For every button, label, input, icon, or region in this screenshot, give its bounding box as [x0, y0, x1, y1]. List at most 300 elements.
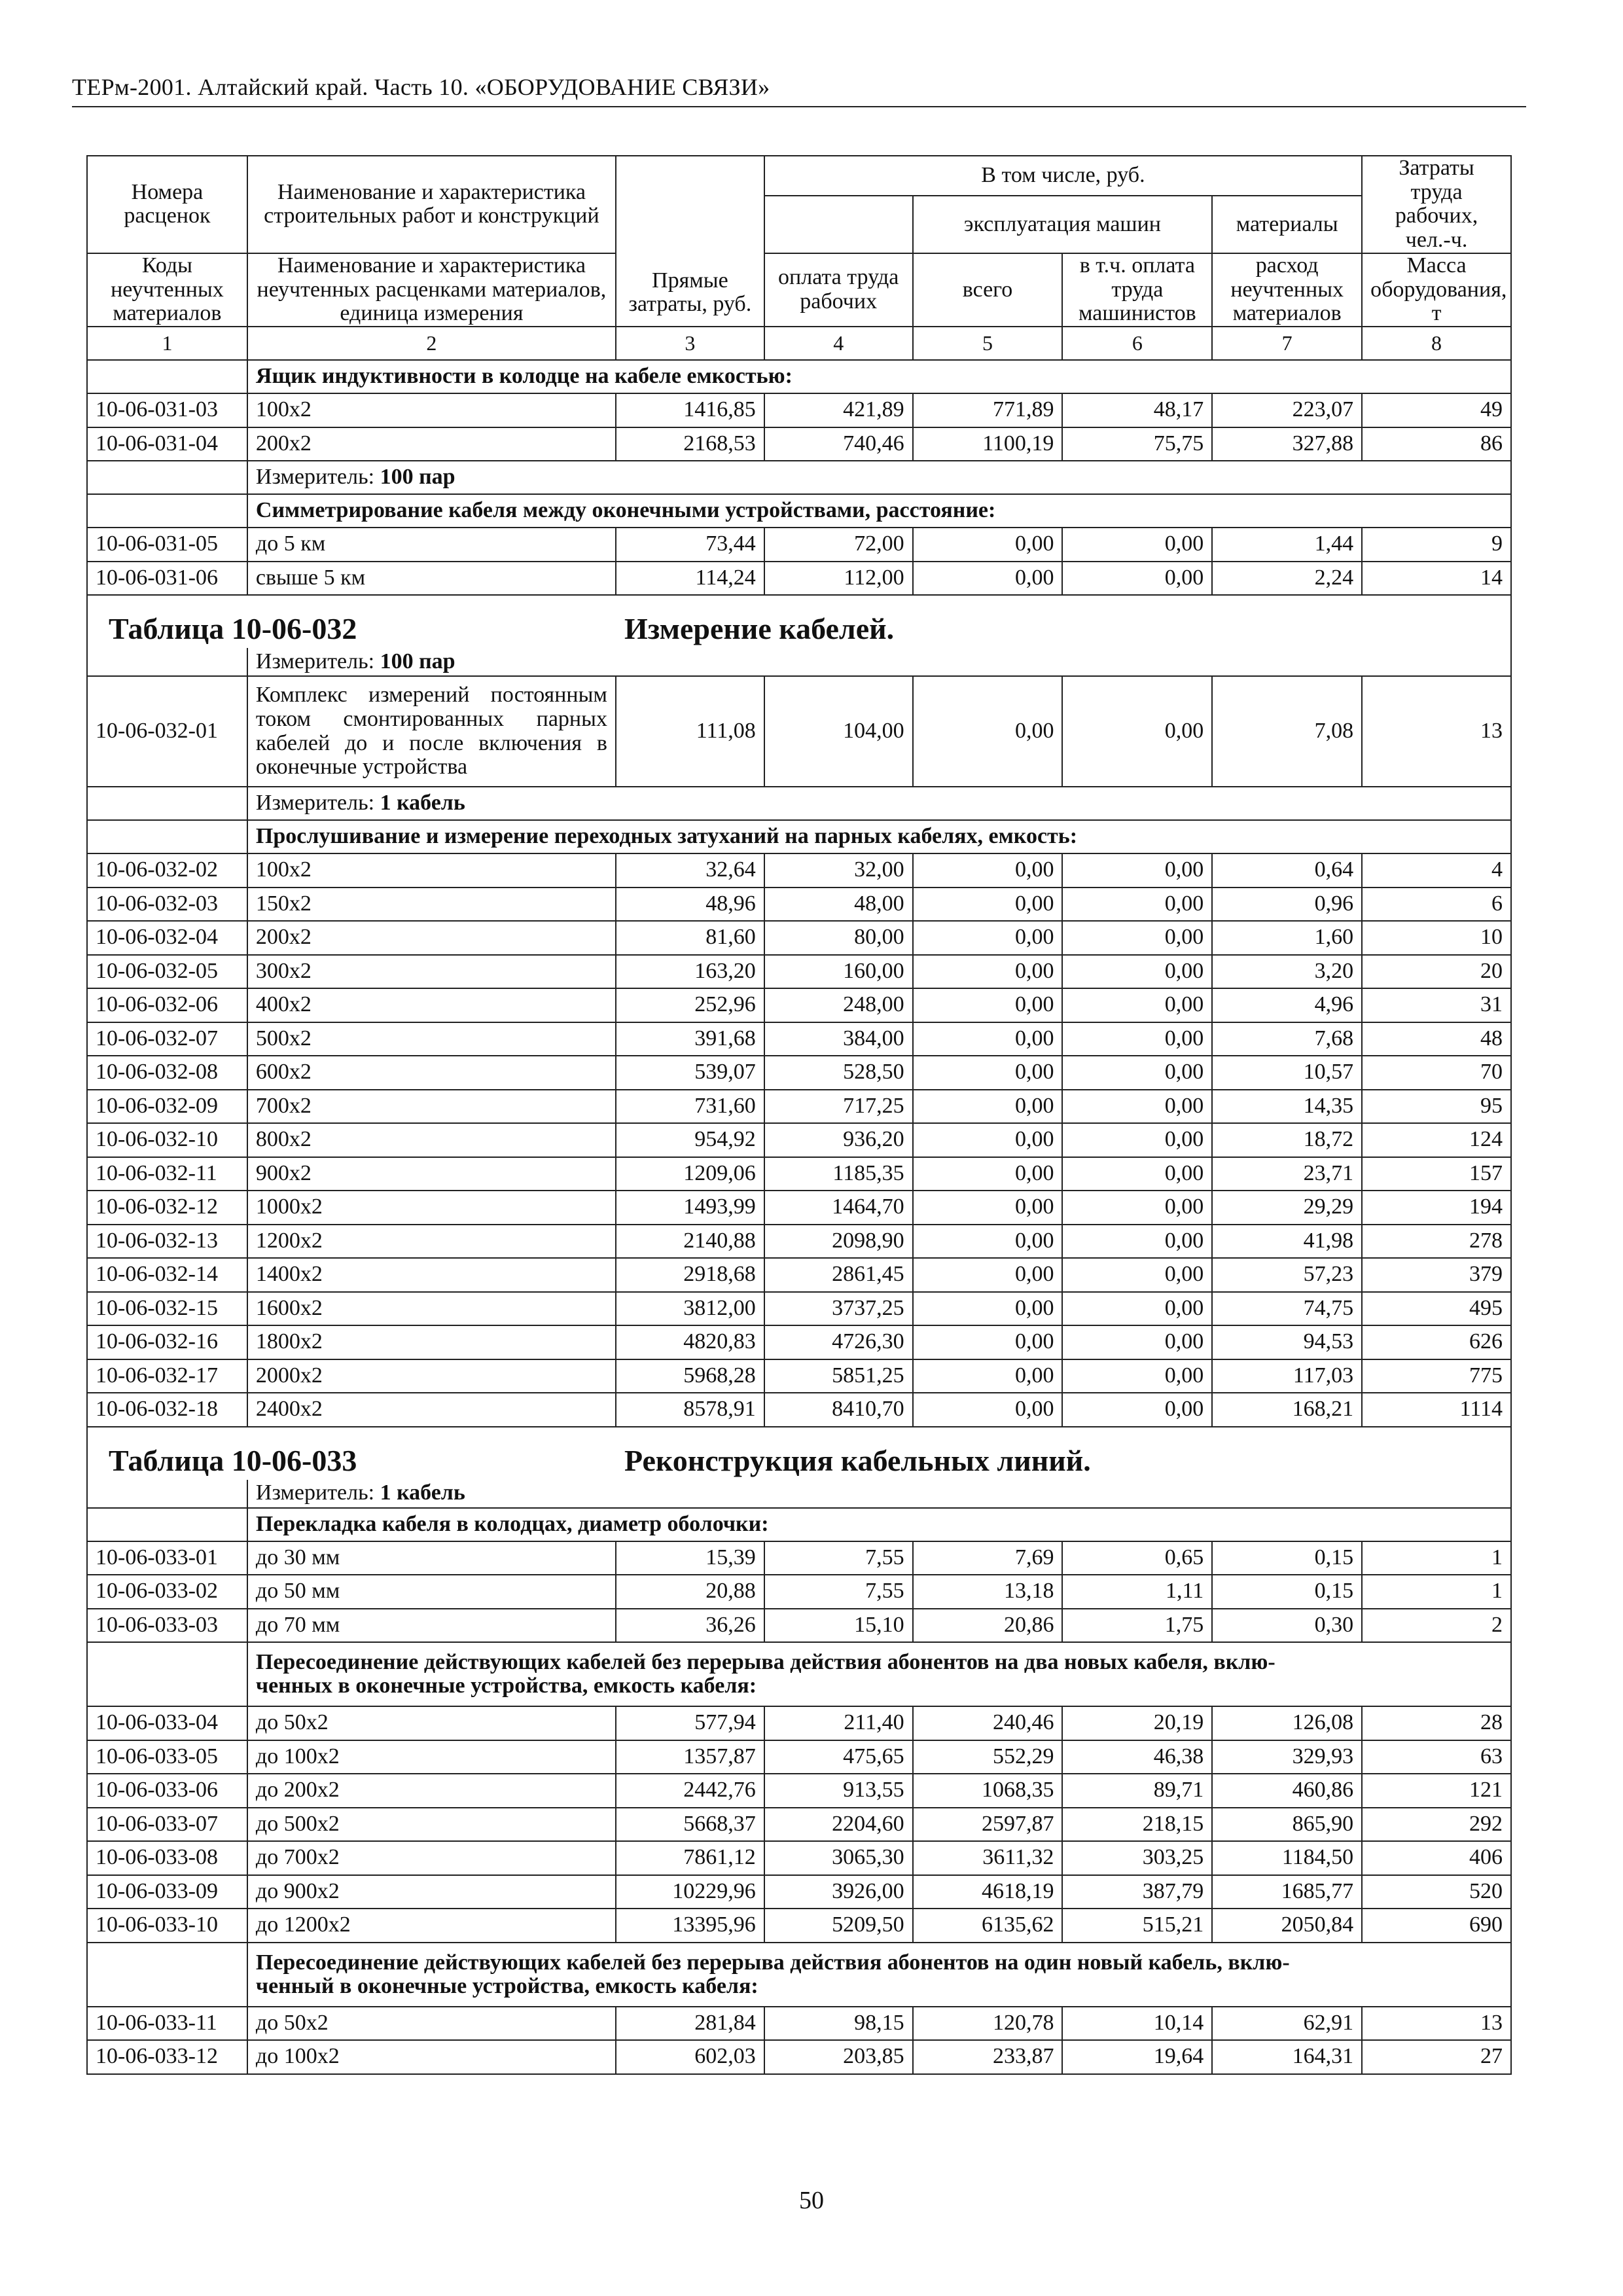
machines-total: 3611,32	[913, 1841, 1063, 1875]
labor-hours: 86	[1362, 427, 1511, 461]
work-name: 2400x2	[247, 1393, 616, 1427]
rate-code: 10-06-032-13	[87, 1225, 247, 1259]
measure-t32-row	[87, 648, 1511, 676]
rate-code: 10-06-032-10	[87, 1123, 247, 1157]
materials-cost: 14,35	[1212, 1090, 1362, 1124]
materials-cost: 1184,50	[1212, 1841, 1362, 1875]
col-num-8: 8	[1362, 327, 1511, 360]
table-row	[87, 1191, 1511, 1225]
labor-hours: 95	[1362, 1090, 1511, 1124]
labor-pay: 3065,30	[764, 1841, 913, 1875]
direct-cost: 2168,53	[616, 427, 764, 461]
labor-hours: 121	[1362, 1774, 1511, 1808]
direct-cost: 5668,37	[616, 1808, 764, 1842]
machinists-pay: 0,00	[1062, 528, 1212, 562]
materials-cost: 117,03	[1212, 1359, 1362, 1393]
labor-pay: 1185,35	[764, 1157, 913, 1191]
labor-hours: 495	[1362, 1292, 1511, 1326]
table-row	[87, 888, 1511, 922]
labor-hours: 70	[1362, 1056, 1511, 1090]
rate-code: 10-06-032-06	[87, 988, 247, 1022]
section-title-t33-1: Перекладка кабеля в колодцах, диаметр оболочки:	[247, 1508, 1511, 1541]
table-row	[87, 1875, 1511, 1909]
work-name: 1800x2	[247, 1325, 616, 1359]
rate-code: 10-06-032-15	[87, 1292, 247, 1326]
materials-cost: 7,68	[1212, 1022, 1362, 1056]
table-row	[87, 1123, 1511, 1157]
work-name: 1600x2	[247, 1292, 616, 1326]
machinists-pay: 0,00	[1062, 1157, 1212, 1191]
labor-pay: 48,00	[764, 888, 913, 922]
direct-cost: 13395,96	[616, 1909, 764, 1943]
table-row	[87, 1393, 1511, 1427]
direct-cost: 1416,85	[616, 393, 764, 427]
direct-cost: 5968,28	[616, 1359, 764, 1393]
col-num-5: 5	[913, 327, 1063, 360]
labor-pay: 913,55	[764, 1774, 913, 1808]
labor-hours: 28	[1362, 1706, 1511, 1740]
work-name: 1000x2	[247, 1191, 616, 1225]
measure-t33-value: 1 кабель	[380, 1480, 465, 1505]
labor-hours: 278	[1362, 1225, 1511, 1259]
machines-total: 0,00	[913, 1325, 1063, 1359]
machines-total: 0,00	[913, 1393, 1063, 1427]
labor-hours: 520	[1362, 1875, 1511, 1909]
table-row	[87, 1157, 1511, 1191]
machines-total: 2597,87	[913, 1808, 1063, 1842]
direct-cost: 48,96	[616, 888, 764, 922]
measure-t33-label: Измеритель:	[255, 1480, 375, 1505]
labor-hours: 2	[1362, 1609, 1511, 1643]
col2-bottom-header: Наименование и характеристика неучтенных расценками материалов, единица измерения	[247, 253, 616, 327]
work-name: до 50x2	[247, 1706, 616, 1740]
work-name: 400x2	[247, 988, 616, 1022]
rate-code: 10-06-033-05	[87, 1740, 247, 1774]
materials-cost: 1,60	[1212, 921, 1362, 955]
direct-cost: 10229,96	[616, 1875, 764, 1909]
machinists-pay: 0,00	[1062, 1123, 1212, 1157]
machinists-pay: 0,00	[1062, 1359, 1212, 1393]
rate-code: 10-06-032-08	[87, 1056, 247, 1090]
materials-cost: 126,08	[1212, 1706, 1362, 1740]
labor-hours: 49	[1362, 393, 1511, 427]
labor-hours: 775	[1362, 1359, 1511, 1393]
table-row	[87, 1841, 1511, 1875]
labor-pay: 2098,90	[764, 1225, 913, 1259]
table-row	[87, 676, 1511, 787]
work-name: до 50 мм	[247, 1575, 616, 1609]
section-title-t32: Прослушивание и измерение переходных затуханий на парных кабелях, емкость:	[247, 820, 1511, 853]
section-title-s2: Симметрирование кабеля между оконечными устройствами, расстояние:	[247, 494, 1511, 528]
materials-cost: 0,30	[1212, 1609, 1362, 1643]
table-row	[87, 1541, 1511, 1575]
machines-total: 0,00	[913, 1090, 1063, 1124]
labor-pay: 740,46	[764, 427, 913, 461]
table-row	[87, 1225, 1511, 1259]
table-033-heading-row	[87, 1427, 1511, 1480]
header-row-1	[87, 156, 1511, 196]
direct-cost: 15,39	[616, 1541, 764, 1575]
work-name: 300x2	[247, 955, 616, 989]
machinists-pay: 0,00	[1062, 1056, 1212, 1090]
labor-hours: 157	[1362, 1157, 1511, 1191]
work-name: до 30 мм	[247, 1541, 616, 1575]
work-name: до 50x2	[247, 2007, 616, 2041]
section-title-t33-2-row	[87, 1642, 1511, 1706]
machines-total: 0,00	[913, 562, 1063, 596]
measure-t33-row	[87, 1480, 1511, 1508]
labor-hours: 27	[1362, 2040, 1511, 2074]
rate-code: 10-06-031-03	[87, 393, 247, 427]
measure-s2	[247, 461, 1511, 494]
work-name: 2000x2	[247, 1359, 616, 1393]
direct-cost: 32,64	[616, 853, 764, 888]
machines-total: 0,00	[913, 955, 1063, 989]
labor-hours: 13	[1362, 676, 1511, 787]
work-name: 800x2	[247, 1123, 616, 1157]
col7-header: расход неучтенных материалов	[1212, 253, 1362, 327]
direct-cost: 577,94	[616, 1706, 764, 1740]
machinists-pay: 0,00	[1062, 562, 1212, 596]
rate-code: 10-06-031-05	[87, 528, 247, 562]
machines-total: 120,78	[913, 2007, 1063, 2041]
direct-cost: 20,88	[616, 1575, 764, 1609]
labor-pay: 717,25	[764, 1090, 913, 1124]
col-num-7: 7	[1212, 327, 1362, 360]
labor-pay: 2861,45	[764, 1258, 913, 1292]
materials-cost: 1,44	[1212, 528, 1362, 562]
labor-hours: 406	[1362, 1841, 1511, 1875]
labor-hours: 1114	[1362, 1393, 1511, 1427]
table-032-heading-row	[87, 595, 1511, 648]
section-title-t33-2-line-2: ченных в оконечные устройства, емкость кабеля:	[255, 1674, 757, 1698]
machinists-pay: 515,21	[1062, 1909, 1212, 1943]
materials-cost: 168,21	[1212, 1393, 1362, 1427]
machines-total: 0,00	[913, 528, 1063, 562]
materials-cost: 18,72	[1212, 1123, 1362, 1157]
work-name: 1200x2	[247, 1225, 616, 1259]
machinists-pay: 303,25	[1062, 1841, 1212, 1875]
rate-code: 10-06-033-08	[87, 1841, 247, 1875]
direct-cost: 954,92	[616, 1123, 764, 1157]
work-name: до 100x2	[247, 2040, 616, 2074]
labor-pay: 98,15	[764, 2007, 913, 2041]
materials-cost: 3,20	[1212, 955, 1362, 989]
direct-cost: 1209,06	[616, 1157, 764, 1191]
table-row	[87, 1056, 1511, 1090]
machinists-pay: 75,75	[1062, 427, 1212, 461]
work-name: до 70 мм	[247, 1609, 616, 1643]
machines-total: 0,00	[913, 1258, 1063, 1292]
work-name: 100x2	[247, 393, 616, 427]
labor-pay: 2204,60	[764, 1808, 913, 1842]
labor-pay: 384,00	[764, 1022, 913, 1056]
section-title-t33-3-line-2: ченный в оконечные устройства, емкость кабеля:	[255, 1973, 758, 1998]
rate-code: 10-06-033-09	[87, 1875, 247, 1909]
machinists-pay: 0,00	[1062, 1325, 1212, 1359]
table-row	[87, 1706, 1511, 1740]
col3-header: Прямые затраты, руб.	[616, 156, 764, 327]
direct-cost: 2918,68	[616, 1258, 764, 1292]
work-name: 500x2	[247, 1022, 616, 1056]
machinists-pay: 0,00	[1062, 1225, 1212, 1259]
labor-hours: 1	[1362, 1541, 1511, 1575]
section-title: Ящик индуктивности в колодце на кабеле емкостью:	[247, 360, 1511, 393]
machines-total: 0,00	[913, 921, 1063, 955]
col2-top-header: Наименование и характеристика строительных работ и конструкций	[247, 156, 616, 253]
rates-table	[86, 155, 1512, 2075]
machines-total: 0,00	[913, 1292, 1063, 1326]
labor-pay: 32,00	[764, 853, 913, 888]
labor-pay: 3737,25	[764, 1292, 913, 1326]
machinists-pay: 0,00	[1062, 1022, 1212, 1056]
direct-cost: 111,08	[616, 676, 764, 787]
table-row	[87, 2007, 1511, 2041]
materials-cost: 23,71	[1212, 1157, 1362, 1191]
direct-cost: 539,07	[616, 1056, 764, 1090]
labor-pay: 475,65	[764, 1740, 913, 1774]
section-title-t33-3-line-1: Пересоединение действующих кабелей без перерыва действия абонентов на один новый кабель, вклю-	[255, 1950, 1290, 1975]
materials-cost: 327,88	[1212, 427, 1362, 461]
machines-total: 0,00	[913, 1157, 1063, 1191]
direct-cost: 36,26	[616, 1609, 764, 1643]
labor-hours: 13	[1362, 2007, 1511, 2041]
machinists-pay: 0,00	[1062, 988, 1212, 1022]
direct-cost: 8578,91	[616, 1393, 764, 1427]
machinists-pay: 218,15	[1062, 1808, 1212, 1842]
labor-hours: 194	[1362, 1191, 1511, 1225]
rate-code: 10-06-032-18	[87, 1393, 247, 1427]
running-header: ТЕРм-2001. Алтайский край. Часть 10. «ОБОРУДОВАНИЕ СВЯЗИ»	[72, 74, 770, 100]
table-row	[87, 1292, 1511, 1326]
col6-header: в т.ч. оплата труда машинистов	[1062, 253, 1212, 327]
machines-total: 240,46	[913, 1706, 1063, 1740]
table-row	[87, 1258, 1511, 1292]
materials-cost: 164,31	[1212, 2040, 1362, 2074]
direct-cost: 163,20	[616, 955, 764, 989]
rate-code: 10-06-033-04	[87, 1706, 247, 1740]
machinists-pay: 46,38	[1062, 1740, 1212, 1774]
machines-total: 0,00	[913, 988, 1063, 1022]
machines-total: 7,69	[913, 1541, 1063, 1575]
section-title-t33-2-line-1: Пересоединение действующих кабелей без перерыва действия абонентов на два новых кабеля, вклю-	[255, 1650, 1275, 1675]
materials-cost: 62,91	[1212, 2007, 1362, 2041]
materials-cost: 865,90	[1212, 1808, 1362, 1842]
rate-code: 10-06-031-06	[87, 562, 247, 596]
machines-total: 0,00	[913, 1022, 1063, 1056]
section-title-row	[87, 360, 1511, 393]
labor-pay: 5209,50	[764, 1909, 913, 1943]
machines-total: 1068,35	[913, 1774, 1063, 1808]
labor-hours: 1	[1362, 1575, 1511, 1609]
section-title-t33-1-row	[87, 1508, 1511, 1541]
column-numbers-row	[87, 327, 1511, 360]
rate-code: 10-06-032-17	[87, 1359, 247, 1393]
measure-t32-2-value: 1 кабель	[380, 791, 465, 816]
machinists-pay: 0,65	[1062, 1541, 1212, 1575]
measure-t32-2	[247, 787, 1511, 820]
table-row	[87, 528, 1511, 562]
table-row	[87, 1090, 1511, 1124]
direct-cost: 1493,99	[616, 1191, 764, 1225]
table-row	[87, 393, 1511, 427]
labor-pay: 80,00	[764, 921, 913, 955]
rate-code: 10-06-033-12	[87, 2040, 247, 2074]
rate-code: 10-06-032-03	[87, 888, 247, 922]
work-name: 150x2	[247, 888, 616, 922]
materials-cost: 0,15	[1212, 1541, 1362, 1575]
materials-cost: 57,23	[1212, 1258, 1362, 1292]
col-num-3: 3	[616, 327, 764, 360]
col-num-4: 4	[764, 327, 913, 360]
col8-top-header: Затраты труда рабочих, чел.-ч.	[1362, 156, 1511, 253]
header-rule	[72, 106, 1526, 107]
direct-cost: 3812,00	[616, 1292, 764, 1326]
col1-bottom-header: Коды неучтенных материалов	[87, 253, 247, 327]
page-number: 50	[799, 2187, 824, 2214]
rate-code: 10-06-033-07	[87, 1808, 247, 1842]
work-name: до 700x2	[247, 1841, 616, 1875]
materials-cost: 4,96	[1212, 988, 1362, 1022]
rate-code: 10-06-032-01	[87, 676, 247, 787]
machines-total: 0,00	[913, 1359, 1063, 1393]
rate-code: 10-06-033-06	[87, 1774, 247, 1808]
direct-cost: 73,44	[616, 528, 764, 562]
materials-cost: 94,53	[1212, 1325, 1362, 1359]
section-title-t32-row	[87, 820, 1511, 853]
materials-cost: 2,24	[1212, 562, 1362, 596]
table-row	[87, 853, 1511, 888]
section-title-t33-2	[247, 1642, 1511, 1706]
section-title-s2-row	[87, 494, 1511, 528]
measure-t32-2-row	[87, 787, 1511, 820]
section-title-t33-3-row	[87, 1943, 1511, 2007]
machinists-pay: 0,00	[1062, 1191, 1212, 1225]
measure-s2-label: Измеритель:	[255, 465, 375, 490]
labor-pay: 1464,70	[764, 1191, 913, 1225]
machines-total: 0,00	[913, 1123, 1063, 1157]
machines-total: 0,00	[913, 853, 1063, 888]
labor-pay: 528,50	[764, 1056, 913, 1090]
materials-cost: 2050,84	[1212, 1909, 1362, 1943]
measure-t32-label: Измеритель:	[255, 649, 375, 673]
measure-t32	[247, 648, 1511, 676]
labor-hours: 292	[1362, 1808, 1511, 1842]
rate-code: 10-06-033-03	[87, 1609, 247, 1643]
labor-hours: 14	[1362, 562, 1511, 596]
labor-pay: 4726,30	[764, 1325, 913, 1359]
machines-total: 20,86	[913, 1609, 1063, 1643]
rate-code: 10-06-033-01	[87, 1541, 247, 1575]
table-row	[87, 988, 1511, 1022]
table-032-heading-label: Таблица 10-06-032	[109, 612, 357, 646]
work-name: до 100x2	[247, 1740, 616, 1774]
direct-cost: 602,03	[616, 2040, 764, 2074]
col-num-2: 2	[247, 327, 616, 360]
machinists-pay: 0,00	[1062, 1393, 1212, 1427]
machines-total: 13,18	[913, 1575, 1063, 1609]
table-row	[87, 1808, 1511, 1842]
materials-cost: 460,86	[1212, 1774, 1362, 1808]
labor-pay: 72,00	[764, 528, 913, 562]
materials-header: материалы	[1212, 196, 1362, 253]
machines-total: 0,00	[913, 888, 1063, 922]
work-name: 200x2	[247, 427, 616, 461]
machinists-pay: 0,00	[1062, 676, 1212, 787]
rate-code: 10-06-032-07	[87, 1022, 247, 1056]
work-name: до 900x2	[247, 1875, 616, 1909]
measure-t32-value: 100 пар	[380, 649, 455, 673]
labor-hours: 48	[1362, 1022, 1511, 1056]
table-row	[87, 2040, 1511, 2074]
materials-cost: 1685,77	[1212, 1875, 1362, 1909]
direct-cost: 391,68	[616, 1022, 764, 1056]
measure-t32-2-label: Измеритель:	[255, 791, 375, 816]
machinists-pay: 0,00	[1062, 921, 1212, 955]
labor-pay: 248,00	[764, 988, 913, 1022]
labor-hours: 9	[1362, 528, 1511, 562]
machines-total: 0,00	[913, 1056, 1063, 1090]
direct-cost: 281,84	[616, 2007, 764, 2041]
machinists-pay: 1,11	[1062, 1575, 1212, 1609]
labor-pay: 160,00	[764, 955, 913, 989]
machines-total: 0,00	[913, 1225, 1063, 1259]
table-row	[87, 1325, 1511, 1359]
labor-pay: 8410,70	[764, 1393, 913, 1427]
labor-pay: 7,55	[764, 1575, 913, 1609]
rate-code: 10-06-032-14	[87, 1258, 247, 1292]
work-name: до 500x2	[247, 1808, 616, 1842]
table-row	[87, 1359, 1511, 1393]
table-row	[87, 1575, 1511, 1609]
labor-pay: 3926,00	[764, 1875, 913, 1909]
machinists-pay: 0,00	[1062, 1292, 1212, 1326]
machines-total: 552,29	[913, 1740, 1063, 1774]
measure-s2-value: 100 пар	[380, 465, 455, 490]
work-name: Комплекс измерений постоянным током смонтированных парных кабелей до и после включения в оконечные устройства	[247, 676, 616, 787]
materials-cost: 0,64	[1212, 853, 1362, 888]
materials-cost: 223,07	[1212, 393, 1362, 427]
table-033-heading-title: Реконструкция кабельных линий.	[624, 1443, 1091, 1477]
machines-total: 0,00	[913, 1191, 1063, 1225]
col-num-6: 6	[1062, 327, 1212, 360]
work-name: свыше 5 км	[247, 562, 616, 596]
labor-pay: 211,40	[764, 1706, 913, 1740]
machinists-pay: 10,14	[1062, 2007, 1212, 2041]
rate-code: 10-06-032-05	[87, 955, 247, 989]
labor-pay: 203,85	[764, 2040, 913, 2074]
col1-top-header: Номера расценок	[87, 156, 247, 253]
col4-header: оплата труда рабочих	[764, 253, 913, 327]
rate-code: 10-06-032-16	[87, 1325, 247, 1359]
table-row	[87, 1909, 1511, 1943]
rate-code: 10-06-032-09	[87, 1090, 247, 1124]
measure-s2-row	[87, 461, 1511, 494]
direct-cost: 731,60	[616, 1090, 764, 1124]
table-row	[87, 427, 1511, 461]
materials-cost: 10,57	[1212, 1056, 1362, 1090]
labor-hours: 379	[1362, 1258, 1511, 1292]
labor-hours: 690	[1362, 1909, 1511, 1943]
materials-cost: 41,98	[1212, 1225, 1362, 1259]
rate-code: 10-06-033-02	[87, 1575, 247, 1609]
labor-pay: 104,00	[764, 676, 913, 787]
work-name: до 200x2	[247, 1774, 616, 1808]
direct-cost: 1357,87	[616, 1740, 764, 1774]
work-name: до 1200x2	[247, 1909, 616, 1943]
labor-pay: 936,20	[764, 1123, 913, 1157]
direct-cost: 252,96	[616, 988, 764, 1022]
